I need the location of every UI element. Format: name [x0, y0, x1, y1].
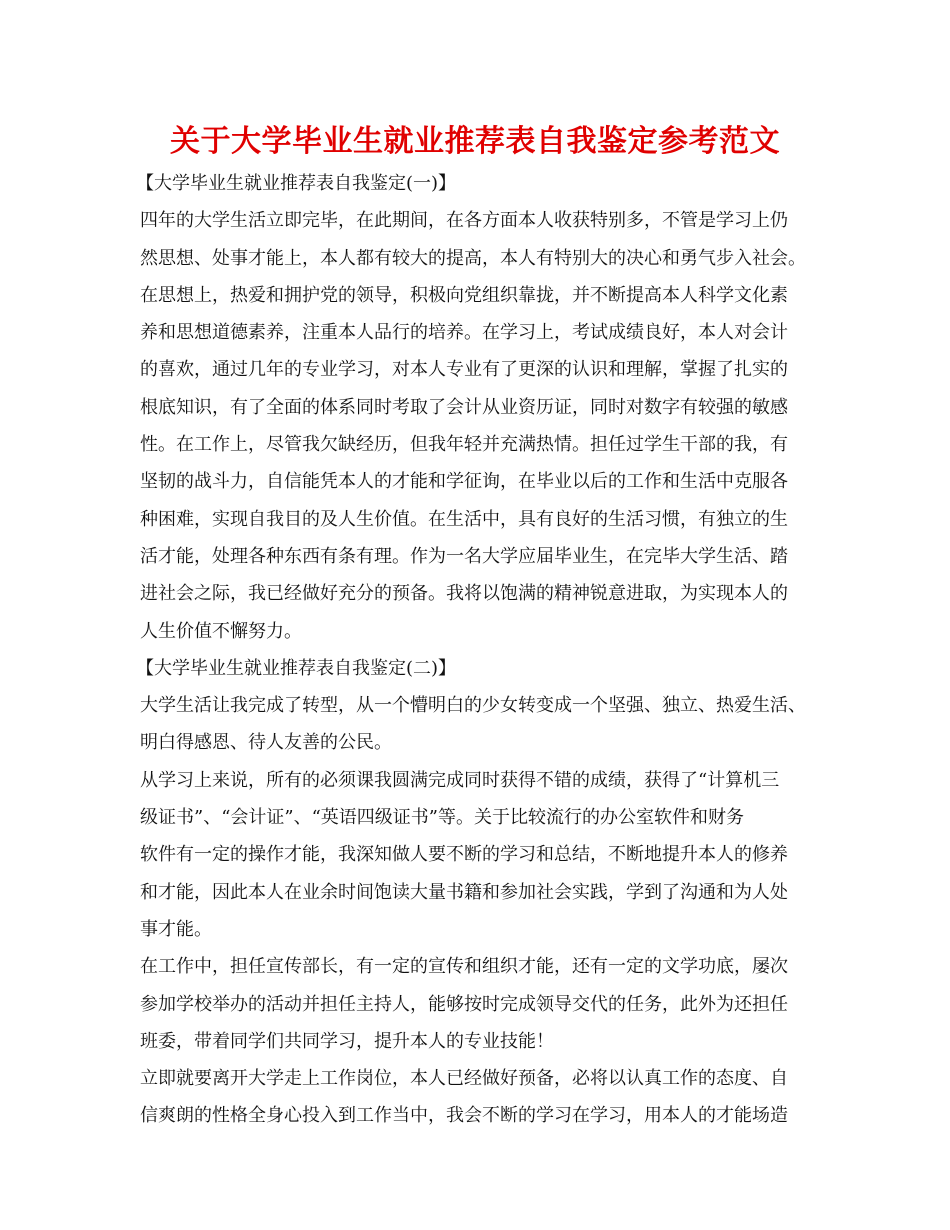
- document-title: 关于大学毕业生就业推荐表自我鉴定参考范文: [170, 124, 780, 159]
- document-body: [136, 165, 820, 1135]
- paragraph-line: 级证书”、“会计证”、“英语四级证书”等。关于比较流行的办公室软件和财务: [140, 807, 745, 829]
- paragraph-line: 和才能，因此本人在业余时间饱读大量书籍和参加社会实践，学到了沟通和为人处: [140, 881, 788, 903]
- paragraph-line: 在思想上，热爱和拥护党的领导，积极向党组织靠拢，并不断提高本人科学文化素: [140, 284, 788, 306]
- paragraph-line: 坚韧的战斗力，自信能凭本人的才能和学征询，在毕业以后的工作和生活中克服各: [140, 471, 788, 493]
- section-heading: 【大学毕业生就业推荐表自我鉴定(二)】: [136, 657, 457, 679]
- paragraph-line: 四年的大学生活立即完毕，在此期间，在各方面本人收获特别多，不管是学习上仍: [140, 210, 788, 232]
- paragraph-line: 养和思想道德素养，注重本人品行的培养。在学习上，考试成绩良好，本人对会计: [140, 322, 788, 344]
- paragraph-line: 性。在工作上，尽管我欠缺经历，但我年轻并充满热情。担任过学生干部的我，有: [140, 434, 788, 456]
- paragraph-line: 立即就要离开大学走上工作岗位，本人已经做好预备，必将以认真工作的态度、自: [140, 1068, 788, 1090]
- paragraph-line: 的喜欢，通过几年的专业学习，对本人专业有了更深的认识和理解，掌握了扎实的: [140, 359, 788, 381]
- paragraph-line: 然思想、处事才能上，本人都有较大的提高，本人有特别大的决心和勇气步入社会。: [140, 247, 806, 269]
- paragraph-line: 参加学校举办的活动并担任主持人，能够按时完成领导交代的任务，此外为还担任: [140, 993, 788, 1015]
- paragraph-line: 信爽朗的性格全身心投入到工作当中，我会不断的学习在学习，用本人的才能场造: [140, 1105, 788, 1127]
- paragraph-line: 根底知识，有了全面的体系同时考取了会计从业资历证，同时对数字有较强的敏感: [140, 396, 788, 418]
- paragraph-line: 班委，带着同学们共同学习，提升本人的专业技能！: [140, 1030, 554, 1052]
- paragraph-line: 从学习上来说，所有的必须课我圆满完成同时获得不错的成绩，获得了“计算机三: [140, 769, 780, 791]
- paragraph-line: 人生价值不懈努力。: [140, 620, 302, 642]
- paragraph-line: 事才能。: [140, 918, 212, 940]
- paragraph-line: 进社会之际，我已经做好充分的预备。我将以饱满的精神锐意进取，为实现本人的: [140, 583, 788, 605]
- section-heading: 【大学毕业生就业推荐表自我鉴定(一)】: [136, 173, 457, 194]
- paragraph-line: 活才能，处理各种东西有条有理。作为一名大学应届毕业生，在完毕大学生活、踏: [140, 545, 788, 567]
- paragraph-line: 软件有一定的操作才能，我深知做人要不断的学习和总结，不断地提升本人的修养: [140, 844, 788, 866]
- paragraph-line: 明白得感恩、待人友善的公民。: [140, 732, 392, 754]
- paragraph-line: 大学生活让我完成了转型，从一个懵明白的少女转变成一个坚强、独立、热爱生活、: [140, 695, 806, 717]
- paragraph-line: 种困难，实现自我目的及人生价值。在生活中，具有良好的生活习惯，有独立的生: [140, 508, 788, 530]
- paragraph-line: 在工作中，担任宣传部长，有一定的宣传和组织才能，还有一定的文学功底，屡次: [140, 956, 788, 978]
